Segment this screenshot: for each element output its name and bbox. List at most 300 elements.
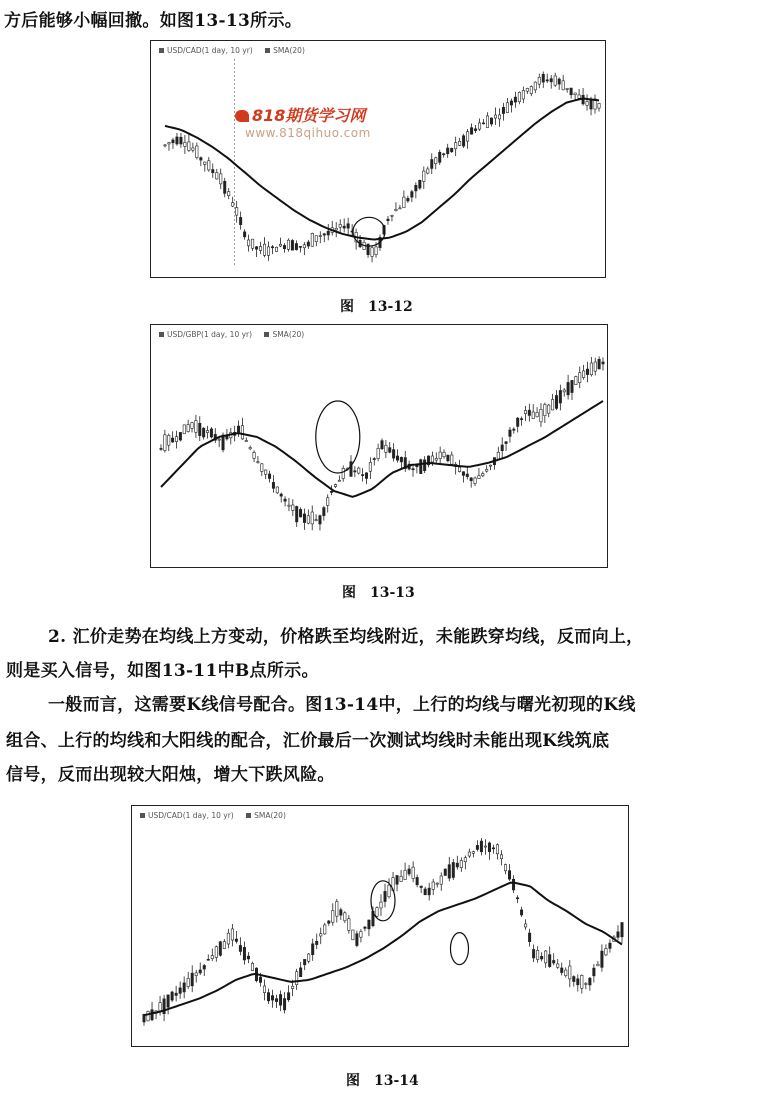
highlight-circle bbox=[450, 933, 468, 965]
candle-body bbox=[207, 959, 209, 960]
legend-item-price: USD/CAD(1 day, 10 yr) bbox=[167, 46, 253, 55]
candle-body bbox=[609, 943, 611, 948]
candle-body bbox=[392, 450, 394, 459]
candle-body bbox=[267, 993, 269, 1001]
candle-body bbox=[168, 435, 170, 445]
candle-body bbox=[551, 400, 553, 410]
candle-body bbox=[396, 875, 398, 884]
candle-body bbox=[506, 103, 508, 113]
candle-body bbox=[316, 941, 318, 944]
watermark-url: www.818qihuo.com bbox=[245, 126, 371, 140]
candle-body bbox=[210, 429, 212, 437]
candle-body bbox=[295, 972, 297, 985]
candle-body bbox=[330, 491, 332, 492]
candle-body bbox=[514, 97, 516, 102]
candle-body bbox=[468, 852, 470, 856]
candle-body bbox=[578, 95, 580, 98]
candle-body bbox=[478, 123, 480, 129]
candle-body bbox=[444, 869, 446, 875]
highlight-circle bbox=[371, 881, 395, 921]
candle-body bbox=[501, 445, 503, 451]
candle-body bbox=[427, 169, 429, 173]
candle-body bbox=[428, 888, 430, 895]
candle-body bbox=[336, 902, 338, 917]
candle-body bbox=[344, 913, 346, 921]
candle-body bbox=[280, 494, 282, 496]
paragraph-3-line-3: 信号，反而出现较大阳烛，增大下跌风险。 bbox=[6, 765, 335, 785]
candle-body bbox=[548, 955, 550, 967]
candle-body bbox=[540, 956, 542, 959]
candle-body bbox=[474, 129, 476, 131]
candle-body bbox=[235, 208, 237, 215]
candle-body bbox=[561, 968, 563, 973]
candle-body bbox=[187, 978, 189, 986]
legend-item-price: USD/GBP(1 day, 10 yr) bbox=[167, 330, 253, 339]
chart-13-12 bbox=[150, 40, 606, 278]
candle-body bbox=[590, 100, 592, 109]
candle-body bbox=[424, 889, 426, 895]
candle-body bbox=[231, 929, 233, 940]
candle-body bbox=[151, 1010, 153, 1020]
candle-body bbox=[540, 409, 542, 421]
candle-body bbox=[462, 472, 464, 476]
candle-body bbox=[435, 458, 437, 460]
candle-body bbox=[303, 514, 305, 523]
candle-body bbox=[538, 77, 540, 84]
paragraph-2-line-2: 则是买入信号，如图13-11中B点所示。 bbox=[6, 661, 319, 681]
candle-body bbox=[263, 986, 265, 993]
candle-body bbox=[381, 441, 383, 449]
candle-body bbox=[470, 128, 472, 135]
chart-legend bbox=[140, 811, 296, 820]
candle-body bbox=[542, 74, 544, 82]
candle-body bbox=[586, 101, 588, 105]
candle-body bbox=[399, 208, 401, 209]
candle-body bbox=[368, 920, 370, 929]
legend-item-price: USD/CAD(1 day, 10 yr) bbox=[148, 811, 234, 820]
candle-body bbox=[387, 219, 389, 221]
candle-body bbox=[509, 430, 511, 436]
candle-body bbox=[567, 382, 569, 394]
candle-body bbox=[299, 246, 301, 247]
candle-body bbox=[327, 231, 329, 235]
candle-body bbox=[343, 226, 345, 228]
candle-body bbox=[288, 505, 290, 506]
candle-body bbox=[358, 468, 360, 473]
candle-body bbox=[484, 846, 486, 847]
candle-body bbox=[598, 103, 600, 108]
candle-body bbox=[432, 882, 434, 889]
candle-body bbox=[183, 983, 185, 992]
candle-body bbox=[179, 988, 181, 993]
candle-body bbox=[518, 92, 520, 101]
candle-body bbox=[188, 142, 190, 150]
candle-body bbox=[443, 154, 445, 155]
candle-body bbox=[319, 516, 321, 524]
candle-body bbox=[223, 942, 225, 949]
candle-body bbox=[451, 455, 453, 464]
candle-body bbox=[439, 452, 441, 459]
candle-body bbox=[307, 516, 309, 523]
candle-body bbox=[464, 858, 466, 862]
candle-body bbox=[520, 910, 522, 915]
candle-body bbox=[522, 90, 524, 99]
caption-13-13: 图 13-13 bbox=[342, 585, 415, 601]
text-line-top: 方后能够小幅回撤。如图13-13所示。 bbox=[4, 11, 303, 31]
candle-body bbox=[380, 902, 382, 908]
candle-body bbox=[206, 431, 208, 433]
candle-body bbox=[446, 148, 448, 154]
candle-body bbox=[554, 76, 556, 85]
candle-body bbox=[296, 506, 298, 521]
chart-legend bbox=[159, 330, 314, 339]
candle-body bbox=[562, 81, 564, 90]
candle-body bbox=[458, 467, 460, 471]
candle-body bbox=[456, 863, 458, 867]
candle-body bbox=[268, 474, 270, 479]
candle-body bbox=[369, 462, 371, 471]
candle-body bbox=[574, 93, 576, 95]
candle-body bbox=[365, 473, 367, 479]
caption-13-12: 图 13-12 bbox=[340, 299, 413, 315]
candle-body bbox=[443, 452, 445, 456]
candle-body bbox=[423, 171, 425, 181]
sma-line bbox=[165, 99, 599, 240]
candle-body bbox=[520, 419, 522, 420]
watermark-logo: 818期货学习网 bbox=[235, 103, 371, 126]
candle-body bbox=[524, 924, 526, 927]
watermark bbox=[235, 103, 371, 140]
candle-body bbox=[275, 247, 277, 251]
candle-body bbox=[323, 234, 325, 235]
candle-body bbox=[412, 867, 414, 878]
candle-body bbox=[454, 143, 456, 149]
candle-body bbox=[312, 944, 314, 955]
candle-body bbox=[598, 359, 600, 369]
candle-body bbox=[176, 137, 178, 144]
candle-body bbox=[203, 965, 205, 969]
candle-body bbox=[597, 964, 599, 966]
candle-body bbox=[199, 970, 201, 973]
candle-body bbox=[404, 870, 406, 879]
candle-body bbox=[571, 380, 573, 392]
candle-body bbox=[332, 911, 334, 923]
legend-item-sma: SMA(20) bbox=[254, 811, 286, 820]
candle-body bbox=[384, 891, 386, 901]
candle-body bbox=[532, 412, 534, 419]
candle-body bbox=[416, 877, 418, 884]
candle-body bbox=[391, 215, 393, 216]
candle-body bbox=[412, 469, 414, 470]
candle-body bbox=[272, 482, 274, 488]
candle-body bbox=[605, 948, 607, 954]
candle-body bbox=[228, 192, 230, 196]
candle-body bbox=[590, 363, 592, 375]
candle-body bbox=[323, 508, 325, 516]
candle-body bbox=[160, 448, 162, 449]
candle-body bbox=[299, 509, 301, 517]
candle-body bbox=[447, 455, 449, 461]
candle-body bbox=[486, 116, 488, 128]
candle-body bbox=[184, 142, 186, 146]
caption-13-14: 图 13-14 bbox=[346, 1073, 419, 1089]
candle-body bbox=[352, 930, 354, 940]
candle-body bbox=[497, 452, 499, 459]
candle-body bbox=[526, 88, 528, 91]
candle-body bbox=[488, 843, 490, 852]
candle-body bbox=[601, 951, 603, 967]
candle-body bbox=[586, 369, 588, 375]
candle-body bbox=[299, 968, 301, 977]
candle-body bbox=[159, 1003, 161, 1011]
candle-body bbox=[340, 910, 342, 915]
flame-icon bbox=[235, 110, 249, 122]
candle-body bbox=[338, 480, 340, 481]
highlight-circle bbox=[353, 217, 385, 246]
candle-body bbox=[279, 995, 281, 1006]
candle-body bbox=[532, 949, 534, 957]
candle-body bbox=[231, 203, 233, 206]
candle-body bbox=[342, 468, 344, 478]
candle-body bbox=[360, 932, 362, 938]
candle-body bbox=[513, 429, 515, 430]
candle-body bbox=[566, 88, 568, 89]
candle-body bbox=[550, 79, 552, 82]
candle-body bbox=[361, 475, 363, 476]
candle-body bbox=[307, 954, 309, 961]
candle-body bbox=[466, 474, 468, 477]
candle-body bbox=[191, 973, 193, 986]
candle-body bbox=[482, 123, 484, 124]
candle-body bbox=[478, 476, 480, 479]
candle-body bbox=[415, 185, 417, 191]
candle-body bbox=[555, 396, 557, 409]
candle-body bbox=[259, 247, 261, 251]
candle-body bbox=[460, 860, 462, 867]
candle-body bbox=[167, 995, 169, 1007]
candle-body bbox=[388, 885, 390, 897]
candle-body bbox=[474, 478, 476, 483]
candle-body bbox=[303, 245, 305, 248]
candle-body bbox=[183, 425, 185, 434]
candle-body bbox=[284, 499, 286, 501]
candle-body bbox=[191, 423, 193, 429]
candle-body bbox=[512, 879, 514, 890]
candle-body bbox=[320, 934, 322, 936]
candle-body bbox=[544, 951, 546, 963]
candle-body bbox=[577, 979, 579, 985]
candle-body bbox=[579, 373, 581, 383]
candle-body bbox=[448, 865, 450, 879]
candle-body bbox=[287, 993, 289, 1000]
candle-body bbox=[291, 240, 293, 250]
candle-body bbox=[218, 439, 220, 440]
candle-body bbox=[492, 848, 494, 849]
candle-body bbox=[553, 960, 555, 963]
candle-body bbox=[171, 992, 173, 1000]
candle-body bbox=[147, 1011, 149, 1020]
candle-body bbox=[440, 876, 442, 884]
candle-body bbox=[264, 470, 266, 474]
paragraph-2-line-1: 2. 汇价走势在均线上方变动，价格跌至均线附近，未能跌穿均线，反而向上， bbox=[48, 627, 644, 647]
candle-body bbox=[311, 233, 313, 246]
candle-body bbox=[271, 996, 273, 1000]
candle-body bbox=[544, 404, 546, 415]
candle-body bbox=[489, 465, 491, 466]
candle-body bbox=[472, 852, 474, 854]
candle-body bbox=[581, 975, 583, 988]
candle-body bbox=[200, 158, 202, 160]
chart-plot bbox=[151, 325, 607, 567]
candle-body bbox=[227, 933, 229, 944]
chart-13-13 bbox=[150, 324, 608, 568]
candle-body bbox=[528, 933, 530, 942]
candle-body bbox=[505, 442, 507, 444]
candle-body bbox=[377, 448, 379, 458]
candle-body bbox=[216, 173, 218, 179]
candle-body bbox=[558, 79, 560, 84]
candle-body bbox=[516, 898, 518, 899]
candle-body bbox=[400, 876, 402, 881]
candle-body bbox=[204, 162, 206, 164]
candle-body bbox=[179, 432, 181, 440]
paragraph-3-line-1: 一般而言，这需要K线信号配合。图13-14中，上行的均线与曙光初现的K线 bbox=[48, 695, 636, 715]
candle-body bbox=[354, 471, 356, 472]
candle-body bbox=[593, 968, 595, 976]
candle-body bbox=[291, 986, 293, 988]
candle-body bbox=[195, 421, 197, 433]
candle-body bbox=[498, 115, 500, 119]
candle-body bbox=[247, 240, 249, 246]
paragraph-3-line-2: 组合、上行的均线和大阳线的配合，汇价最后一次测试均线时未能出现K线筑底 bbox=[6, 731, 610, 751]
candle-body bbox=[423, 460, 425, 471]
chart-plot bbox=[132, 806, 628, 1046]
candle-body bbox=[175, 437, 177, 442]
candle-body bbox=[292, 505, 294, 510]
candle-body bbox=[510, 101, 512, 105]
candle-body bbox=[569, 966, 571, 979]
candle-body bbox=[534, 82, 536, 90]
candle-body bbox=[356, 934, 358, 946]
candle-body bbox=[187, 425, 189, 432]
candle-body bbox=[450, 148, 452, 151]
candle-body bbox=[283, 245, 285, 248]
candle-body bbox=[594, 362, 596, 371]
candle-body bbox=[334, 485, 336, 487]
candle-body bbox=[261, 464, 263, 472]
candle-body bbox=[536, 950, 538, 959]
candle-body bbox=[528, 410, 530, 415]
candle-body bbox=[431, 159, 433, 168]
legend-item-sma: SMA(20) bbox=[273, 46, 305, 55]
candle-body bbox=[172, 140, 174, 143]
candle-body bbox=[239, 217, 241, 224]
candle-body bbox=[548, 405, 550, 413]
candle-body bbox=[235, 939, 237, 941]
candle-body bbox=[171, 438, 173, 442]
candle-body bbox=[253, 452, 255, 458]
candle-body bbox=[524, 411, 526, 414]
candle-body bbox=[271, 247, 273, 248]
candle-body bbox=[348, 919, 350, 931]
chart-plot bbox=[151, 41, 605, 277]
candle-body bbox=[259, 977, 261, 982]
candle-body bbox=[582, 371, 584, 378]
candle-body bbox=[175, 993, 177, 995]
candle-body bbox=[283, 999, 285, 1010]
candle-body bbox=[407, 198, 409, 201]
candle-body bbox=[249, 447, 251, 448]
candle-body bbox=[243, 232, 245, 237]
candle-body bbox=[257, 462, 259, 463]
chart-13-14 bbox=[131, 805, 629, 1047]
candle-body bbox=[476, 845, 478, 849]
candle-body bbox=[462, 136, 464, 146]
candle-body bbox=[219, 942, 221, 956]
candle-body bbox=[373, 459, 375, 460]
candle-body bbox=[431, 456, 433, 462]
candle-body bbox=[589, 978, 591, 985]
candle-body bbox=[494, 115, 496, 118]
candle-body bbox=[247, 956, 249, 959]
candle-body bbox=[251, 239, 253, 248]
candle-body bbox=[180, 137, 182, 144]
candle-body bbox=[195, 973, 197, 976]
candle-body bbox=[295, 244, 297, 250]
candle-body bbox=[546, 80, 548, 81]
candle-body bbox=[364, 927, 366, 928]
candle-body bbox=[311, 512, 313, 524]
candle-body bbox=[212, 170, 214, 173]
candle-body bbox=[500, 855, 502, 859]
candle-body bbox=[220, 174, 222, 184]
candle-body bbox=[420, 460, 422, 474]
candle-body bbox=[239, 945, 241, 951]
candle-body bbox=[502, 107, 504, 113]
candle-body bbox=[621, 923, 623, 937]
candle-body bbox=[243, 947, 245, 960]
candle-body bbox=[466, 132, 468, 141]
candle-body bbox=[389, 448, 391, 453]
candle-body bbox=[490, 118, 492, 124]
candle-body bbox=[563, 390, 565, 392]
candle-body bbox=[279, 244, 281, 246]
candle-body bbox=[585, 983, 587, 984]
candle-body bbox=[485, 469, 487, 471]
candle-body bbox=[164, 435, 166, 451]
candle-body bbox=[617, 932, 619, 938]
candle-body bbox=[400, 457, 402, 462]
candle-body bbox=[482, 473, 484, 475]
candle-body bbox=[315, 520, 317, 521]
candle-body bbox=[237, 426, 239, 432]
candle-body bbox=[411, 192, 413, 198]
candle-body bbox=[508, 871, 510, 879]
candle-body bbox=[371, 248, 373, 257]
candle-body bbox=[559, 390, 561, 403]
candle-body bbox=[403, 197, 405, 208]
candle-body bbox=[347, 224, 349, 228]
candle-body bbox=[215, 947, 217, 958]
candle-body bbox=[420, 886, 422, 887]
candle-body bbox=[376, 908, 378, 917]
candle-body bbox=[241, 426, 243, 439]
candle-body bbox=[570, 88, 572, 95]
candle-body bbox=[303, 959, 305, 964]
candle-body bbox=[375, 247, 377, 255]
candle-body bbox=[385, 445, 387, 452]
candle-body bbox=[315, 236, 317, 242]
